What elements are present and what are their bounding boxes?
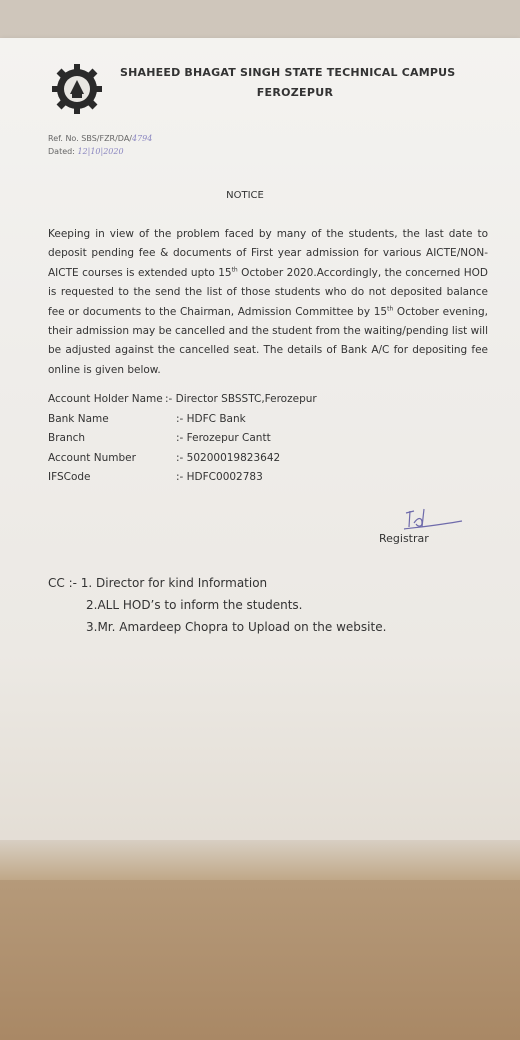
bank-row-bank-name xyxy=(48,413,468,431)
institution-name: SHAHEED BHAGAT SINGH STATE TECHNICAL CAMPUS xyxy=(120,66,456,79)
bank-row-ifsc xyxy=(48,471,468,489)
notice-sup-2: th xyxy=(387,305,394,313)
notice-heading: NOTICE xyxy=(226,190,264,201)
bank-value: :- Ferozepur Cantt xyxy=(176,432,271,444)
bank-value: :- HDFC Bank xyxy=(176,413,246,425)
ref-handwritten-number: 4794 xyxy=(132,134,153,143)
cc-line-1 xyxy=(48,576,267,590)
dated-handwritten-value: 12|10|2020 xyxy=(77,147,124,156)
bank-value: :- HDFC0002783 xyxy=(176,471,263,483)
cc-label: CC :- xyxy=(48,576,77,590)
notice-text-part-2: October 2020.Accordingly, the concerned HOD is requested to the send the list of those students who do not deposited balance fee or documents to the Chairman, Admission Committee by 15 xyxy=(48,266,488,318)
cc-item: 1. Director for kind Information xyxy=(80,576,268,590)
notice-sup-1: th xyxy=(231,266,238,274)
bank-row-branch xyxy=(48,432,468,450)
dated-label: Dated: xyxy=(48,147,75,156)
cc-line-2: 2.ALL HOD’s to inform the students. xyxy=(86,598,303,612)
bank-label: IFSCode xyxy=(48,471,91,483)
bank-row-account-holder xyxy=(48,393,468,411)
bank-value: :- 50200019823642 xyxy=(176,452,281,464)
cc-line-3: 3.Mr. Amardeep Chopra to Upload on the website. xyxy=(86,620,387,634)
paper-edge xyxy=(0,840,520,880)
gear-emblem-icon xyxy=(48,62,106,116)
bank-value: :- Director SBSSTC,Ferozepur xyxy=(165,393,317,405)
bank-row-account-number xyxy=(48,452,468,470)
bank-label: Bank Name xyxy=(48,413,109,425)
registrar-label: Registrar xyxy=(379,532,429,545)
registrar-signature xyxy=(400,505,470,535)
signature-scribble-icon xyxy=(400,505,470,535)
bank-label: Branch xyxy=(48,432,86,444)
reference-number xyxy=(48,134,152,143)
institution-city: FEROZEPUR xyxy=(256,86,334,99)
institution-logo xyxy=(48,62,106,116)
bank-label: Account Holder Name xyxy=(48,393,163,405)
date-line xyxy=(48,147,124,156)
bank-label: Account Number xyxy=(48,452,136,464)
ref-label: Ref. No. SBS/FZR/DA/ xyxy=(48,134,132,143)
notice-text-part-3: October evening, their admission may be cancelled and the student from the waiting/pending list will be adjusted against the cancelled seat. The details of Bank A/C for depositing fee online is given below. xyxy=(48,305,488,376)
notice-text-part-1: Keeping in view of the problem faced by many of the students, the last date to deposit pending fee & documents of First year admission for various AICTE/NON-AICTE courses is extended upto 15 xyxy=(48,228,488,279)
notice-body xyxy=(48,225,488,380)
